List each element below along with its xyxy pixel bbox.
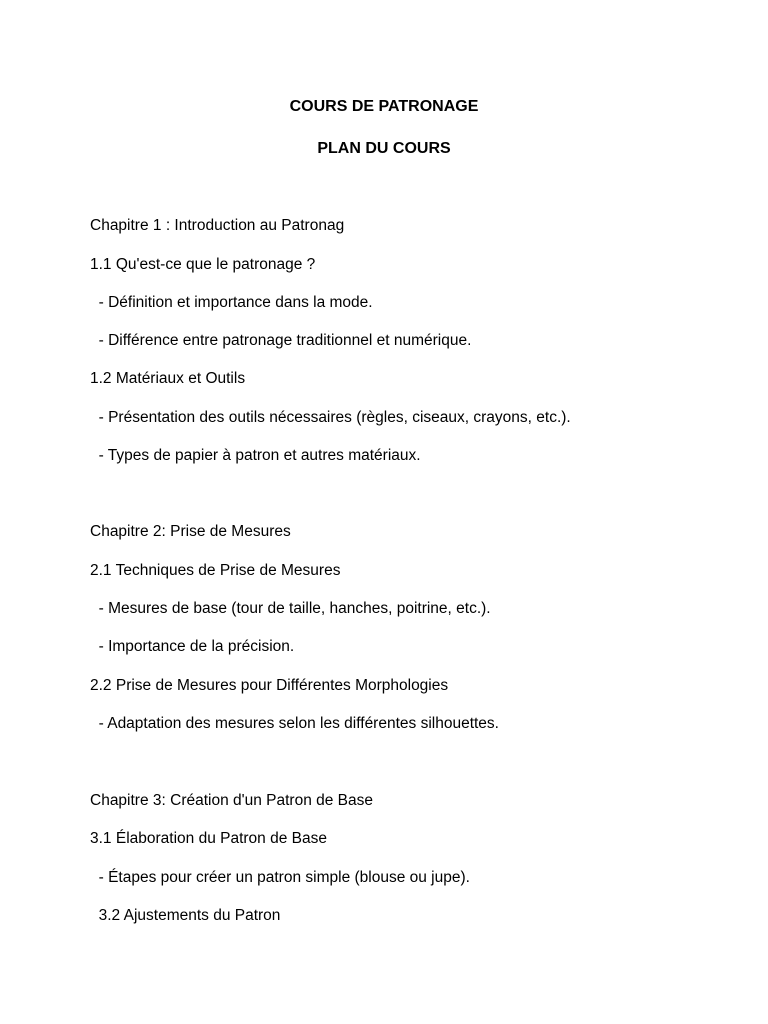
bullet-item: - Adaptation des mesures selon les différentes silhouettes. [90,715,499,732]
bullet-item: - Mesures de base (tour de taille, hanches, poitrine, etc.). [90,600,491,617]
bullet-item: - Importance de la précision. [90,638,295,655]
bullet-item: - Différence entre patronage traditionnel et numérique. [90,332,472,349]
section-heading: 2.1 Techniques de Prise de Mesures [90,562,341,579]
bullet-item: - Étapes pour créer un patron simple (blouse ou jupe). [90,869,470,886]
document-title: COURS DE PATRONAGE [289,98,479,115]
section-heading: 2.2 Prise de Mesures pour Différentes Morphologies [90,677,449,694]
section-heading: 1.1 Qu'est-ce que le patronage ? [90,256,316,273]
bullet-item: - Types de papier à patron et autres matériaux. [90,447,421,464]
section-heading: 3.2 Ajustements du Patron [90,907,281,924]
bullet-item: - Présentation des outils nécessaires (règles, ciseaux, crayons, etc.). [90,409,571,426]
document-subtitle: PLAN DU COURS [317,140,451,157]
section-heading: 1.2 Matériaux et Outils [90,370,246,387]
section-heading: 3.1 Élaboration du Patron de Base [90,830,327,847]
chapter-heading: Chapitre 3: Création d'un Patron de Base [90,792,373,809]
chapter-heading: Chapitre 2: Prise de Mesures [90,523,291,540]
chapter-heading: Chapitre 1 : Introduction au Patronag [90,217,345,234]
bullet-item: - Définition et importance dans la mode. [90,294,373,311]
